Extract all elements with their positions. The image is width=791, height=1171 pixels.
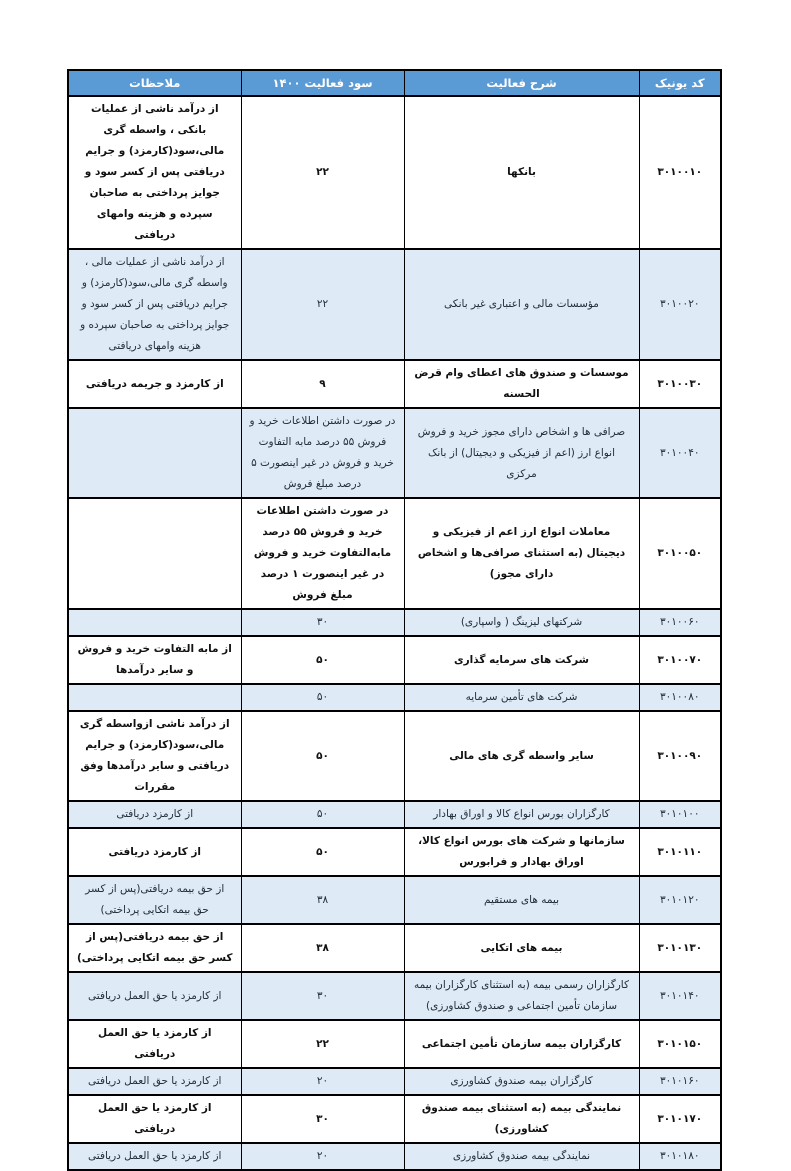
profit-cell: ۲۰ (241, 1068, 404, 1095)
notes-cell (68, 609, 241, 636)
activity-cell: کارگزاران بیمه صندوق کشاورزی (404, 1068, 639, 1095)
profit-cell: ۳۰ (241, 1095, 404, 1143)
profit-cell: ۵۰ (241, 711, 404, 801)
notes-cell: از درآمد ناشی از عملیات مالی ، واسطه گری مالی،سود(کارمزد) و جرایم دریافتی پس از کسر سود و جوایز پرداختی به صاحبان سپرده و هزینه وامهای دریافتی (68, 249, 241, 360)
unique-code-cell: ۳۰۱۰۰۷۰ (639, 636, 721, 684)
unique-code-cell: ۳۰۱۰۱۲۰ (639, 876, 721, 924)
activity-cell: شرکت های تأمین سرمایه (404, 684, 639, 711)
profit-cell: ۵۰ (241, 684, 404, 711)
activity-cell: نمایندگی بیمه صندوق کشاورزی (404, 1143, 639, 1170)
table-row (68, 96, 721, 249)
notes-cell (68, 408, 241, 498)
notes-cell: از حق بیمه دریافتی(پس از کسر حق بیمه اتکایی پرداختی) (68, 924, 241, 972)
notes-cell: از درآمد ناشی ازواسطه گری مالی،سود(کارمزد) و جرایم دریافتی و سایر درآمدها وفق مقررات (68, 711, 241, 801)
notes-cell: از کارمزد یا حق العمل دریافتی (68, 1143, 241, 1170)
table-row (68, 1020, 721, 1068)
activity-cell: بیمه های اتکایی (404, 924, 639, 972)
table-row (68, 1143, 721, 1170)
unique-code-cell: ۳۰۱۰۰۸۰ (639, 684, 721, 711)
profit-cell: ۳۸ (241, 924, 404, 972)
activity-cell: کارگزاران بورس انواع کالا و اوراق بهادار (404, 801, 639, 828)
profit-cell: ۲۲ (241, 249, 404, 360)
profit-cell: در صورت داشتن اطلاعات خرید و فروش ۵۵ درصد مابه‌التفاوت خرید و فروش در غیر اینصورت ۱ درصد مبلغ فروش (241, 498, 404, 609)
notes-cell: از کارمزد و جریمه دریافتی (68, 360, 241, 408)
table-row (68, 711, 721, 801)
profit-cell: ۲۲ (241, 96, 404, 249)
unique-code-cell: ۳۰۱۰۰۶۰ (639, 609, 721, 636)
unique-code-cell: ۳۰۱۰۰۴۰ (639, 408, 721, 498)
header-unique-code: کد یونیک (639, 70, 721, 96)
unique-code-cell: ۳۰۱۰۱۵۰ (639, 1020, 721, 1068)
table-row (68, 408, 721, 498)
notes-cell: از کارمزد یا حق العمل دریافتی (68, 1095, 241, 1143)
profit-cell: ۳۸ (241, 876, 404, 924)
activity-cell: کارگزاران بیمه سازمان تأمین اجتماعی (404, 1020, 639, 1068)
activity-profit-table (67, 69, 722, 1171)
profit-cell: ۳۰ (241, 609, 404, 636)
table-row (68, 684, 721, 711)
profit-cell: ۵۰ (241, 636, 404, 684)
activity-cell: معاملات انواع ارز اعم از فیزیکی و دیجیتال (به استثنای صرافی‌ها و اشخاص دارای مجوز) (404, 498, 639, 609)
unique-code-cell: ۳۰۱۰۰۹۰ (639, 711, 721, 801)
notes-cell: از کارمزد یا حق العمل دریافتی (68, 972, 241, 1020)
table-row (68, 924, 721, 972)
table-row (68, 876, 721, 924)
notes-cell (68, 498, 241, 609)
activity-cell: شرکتهای لیزینگ ( واسپاری) (404, 609, 639, 636)
table-row (68, 609, 721, 636)
profit-cell: ۵۰ (241, 828, 404, 876)
notes-cell: از مابه التفاوت خرید و فروش و سایر درآمدها (68, 636, 241, 684)
notes-cell (68, 684, 241, 711)
unique-code-cell: ۳۰۱۰۱۴۰ (639, 972, 721, 1020)
unique-code-cell: ۳۰۱۰۰۲۰ (639, 249, 721, 360)
profit-cell: ۹ (241, 360, 404, 408)
table-row (68, 498, 721, 609)
activity-cell: نمایندگی بیمه (به استثنای بیمه صندوق کشاورزی) (404, 1095, 639, 1143)
notes-cell: از درآمد ناشی از عملیات بانکی ، واسطه گری مالی،سود(کارمزد) و جرایم دریافتی پس از کسر سود و جوایز پرداختی به صاحبان سپرده و هزینه وامهای دریافتی (68, 96, 241, 249)
header-notes: ملاحظات (68, 70, 241, 96)
profit-cell: در صورت داشتن اطلاعات خرید و فروش ۵۵ درصد مابه التفاوت خرید و فروش در غیر اینصورت ۵ درصد مبلغ فروش (241, 408, 404, 498)
unique-code-cell: ۳۰۱۰۱۷۰ (639, 1095, 721, 1143)
activity-cell: بانکها (404, 96, 639, 249)
unique-code-cell: ۳۰۱۰۱۰۰ (639, 801, 721, 828)
activity-cell: بیمه های مستقیم (404, 876, 639, 924)
activity-cell: کارگزاران رسمی بیمه (به استثنای کارگزاران بیمه سازمان تأمین اجتماعی و صندوق کشاورزی) (404, 972, 639, 1020)
unique-code-cell: ۳۰۱۰۰۳۰ (639, 360, 721, 408)
table-row (68, 249, 721, 360)
activity-cell: سایر واسطه گری های مالی (404, 711, 639, 801)
profit-cell: ۲۲ (241, 1020, 404, 1068)
table-row (68, 1068, 721, 1095)
header-activity-profit-1400: سود فعالیت ۱۴۰۰ (241, 70, 404, 96)
unique-code-cell: ۳۰۱۰۰۱۰ (639, 96, 721, 249)
profit-cell: ۵۰ (241, 801, 404, 828)
table-header (68, 70, 721, 96)
unique-code-cell: ۳۰۱۰۰۵۰ (639, 498, 721, 609)
notes-cell: از کارمزد دریافتی (68, 801, 241, 828)
table-row (68, 1095, 721, 1143)
activity-cell: شرکت های سرمایه گذاری (404, 636, 639, 684)
table-row (68, 360, 721, 408)
table-row (68, 972, 721, 1020)
notes-cell: از کارمزد یا حق العمل دریافتی (68, 1020, 241, 1068)
notes-cell: از کارمزد یا حق العمل دریافتی (68, 1068, 241, 1095)
table-row (68, 828, 721, 876)
notes-cell: از حق بیمه دریافتی(پس از کسر حق بیمه اتکایی پرداختی) (68, 876, 241, 924)
unique-code-cell: ۳۰۱۰۱۶۰ (639, 1068, 721, 1095)
activity-cell: صرافی ها و اشخاص دارای مجوز خرید و فروش انواع ارز (اعم از فیزیکی و دیجیتال) از بانک مرکزی (404, 408, 639, 498)
table-row (68, 636, 721, 684)
notes-cell: از کارمزد دریافتی (68, 828, 241, 876)
activity-cell: سازمانها و شرکت های بورس انواع کالا، اوراق بهادار و فرابورس (404, 828, 639, 876)
header-row (68, 70, 721, 96)
unique-code-cell: ۳۰۱۰۱۸۰ (639, 1143, 721, 1170)
activity-cell: موسسات و صندوق های اعطای وام قرض الحسنه (404, 360, 639, 408)
profit-cell: ۲۰ (241, 1143, 404, 1170)
activity-cell: مؤسسات مالی و اعتباری غیر بانکی (404, 249, 639, 360)
profit-cell: ۳۰ (241, 972, 404, 1020)
header-activity-description: شرح فعالیت (404, 70, 639, 96)
table-body (68, 96, 721, 1170)
table-row (68, 801, 721, 828)
unique-code-cell: ۳۰۱۰۱۳۰ (639, 924, 721, 972)
unique-code-cell: ۳۰۱۰۱۱۰ (639, 828, 721, 876)
